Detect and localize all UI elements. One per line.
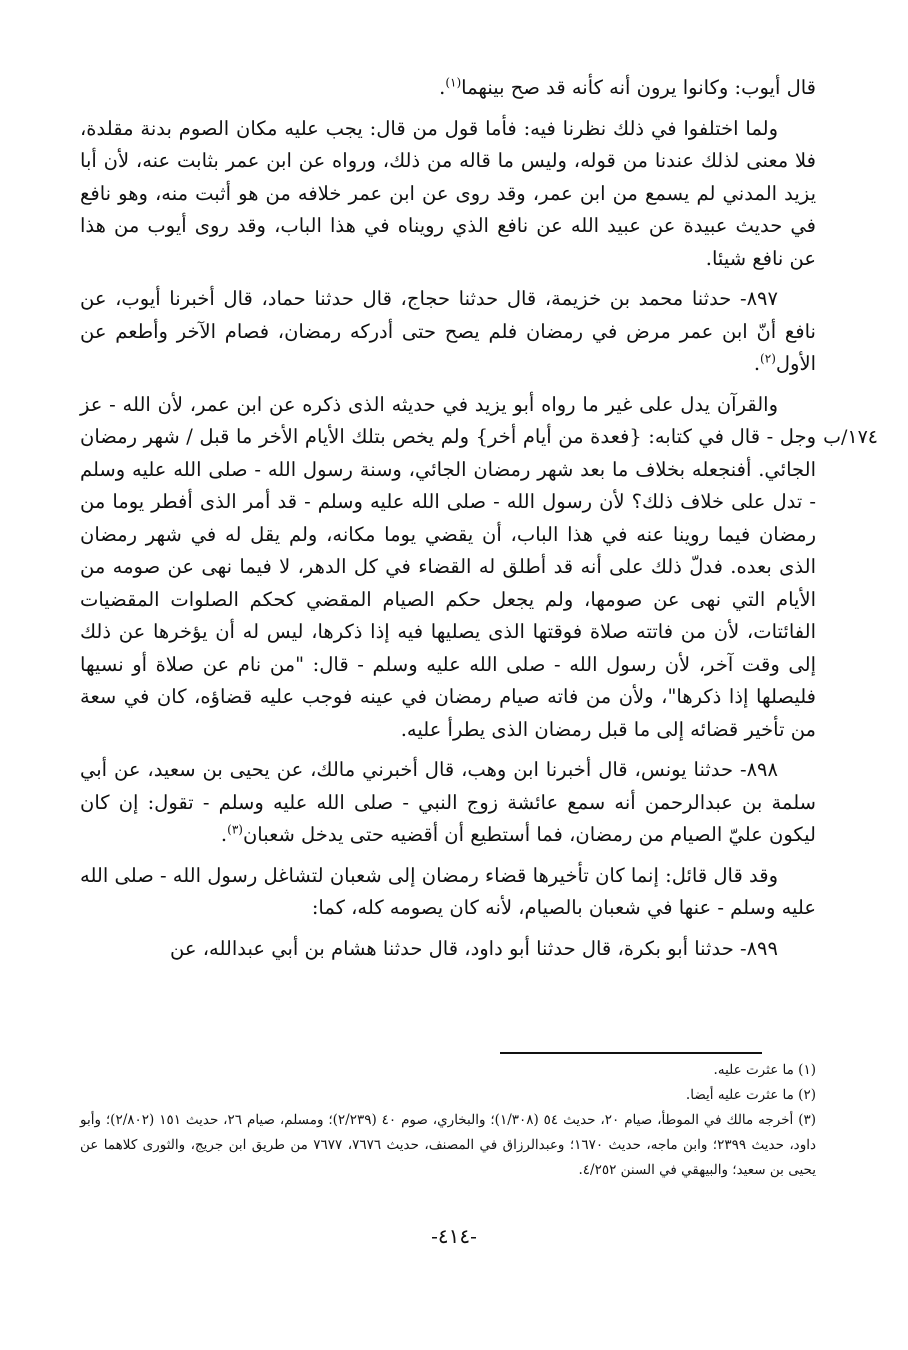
footnote-ref-1: (١) (445, 75, 462, 90)
paragraph-6: وقد قال قائل: إنما كان تأخيرها قضاء رمضان إلى شعبان لتشاغل رسول الله - صلى الله عليه وسلم - عنها في شعبان بالصيام، لأنه كان يصومه كله، كما: (80, 863, 816, 919)
footnote-1: (١) ما عثرت عليه. (713, 1062, 816, 1078)
paragraph-4-wrap (80, 389, 878, 747)
footnotes (80, 1058, 816, 1183)
paragraph-hadith-898: ٨٩٨- حدثنا يونس، قال أخبرنا ابن وهب، قال أخبرني مالك، عن يحيى بن سعيد، عن أبي سلمة بن عبدالرحمن أنه سمع عائشة زوج النبي - صلى الله عليه وسلم - تقول: إن كان ليكون عليّ الصيام من رمضان، فما أستطيع أن أقضيه حتى يدخل شعبان$^{(٣)}$. (80, 758, 816, 846)
paragraph-2: ولما اختلفوا في ذلك نظرنا فيه: فأما قول من قال: يجب عليه مكان الصوم بدنة مقلدة، فلا معنى لذلك عندنا من قوله، وليس ما قاله من ذلك، ورواه عن ابن عمر بثابت عنه، لأن أبا يزيد المدني لم يسمع من ابن عمر، وقد روى عن ابن عمر خلافه من هو أثبت منه، وهو نافع في حديث عبيدة عن عبيد الله عن نافع الذي رويناه في هذا الباب، وقد روى أيوب من هذا عن نافع شيئا. (80, 116, 816, 270)
paragraph-hadith-899: ٨٩٩- حدثنا أبو بكرة، قال حدثنا أبو داود، قال حدثنا هشام بن أبي عبدالله، عن (170, 936, 778, 960)
page-number: -٤١٤- (431, 1224, 477, 1248)
footnote-2: (٢) ما عثرت عليه أيضا. (685, 1087, 816, 1103)
paragraph-4: والقرآن يدل على غير ما رواه أبو يزيد في حديثه الذى ذكره عن ابن عمر، لأن الله - عز وجل - قال في كتابه: {فعدة من أيام أخر} ولم يخص بتلك الأيام الأخر ما قبل / شهر رمضان الجائي. أفنجعله بخلاف ما بعد شهر رمضان الجائي، وسنة رسول الله - صلى الله عليه وسلم - تدل على خلاف ذلك؟ لأن رسول الله - صلى الله عليه وسلم - قد أمر الذى أفطر يوما من رمضان فيما روينا عنه في هذا الباب، أن يقضي يوما مكانه، ولم يقل له في شهر رمضان الذى بعده. فدلّ ذلك على أنه قد أطلق له القضاء في كل الدهر، لا فيما نهى عن صومه من الأيام التي نهى عن صومها، ولم يجعل حكم الصيام المقضي كحكم الصلوات المقضيات الفائتات، لأن من فاتته صلاة فوقتها الذى يصليها فيه إذا ذكرها، ليس له أن يؤخرها عن ذلك إلى وقت آخر، لأن رسول الله - صلى الله عليه وسلم - قال: "من نام عن صلاة أو نسيها فليصلها إذا ذكرها"، ولأن من فاته صيام رمضان في عينه فوجب عليه قضاؤه، كان في سعة من تأخير قضائه إلى ما قبل رمضان الذى يطرأ عليه. (80, 392, 816, 741)
footnote-ref-3: (٣) (227, 822, 243, 837)
footnote-divider (500, 1052, 762, 1054)
paragraph-hadith-897: ٨٩٧- حدثنا محمد بن خزيمة، قال حدثنا حجاج، قال حدثنا حماد، قال أخبرنا أيوب، عن نافع أنّ ابن عمر مرض في رمضان فلم يصح حتى أدركه رمضان، فصام الآخر وأطعم عن الأول$^{(٢)}$. (80, 287, 816, 375)
footnote-3: (٣) أخرجه مالك في الموطأ، صيام ٢٠، حديث ٥٤ (١/٣٠٨)؛ والبخاري، صوم ٤٠ (٢/٢٣٩)؛ ومسلم، صيام ٢٦، حديث ١٥١ (٢/٨٠٢)؛ وأبو داود، حديث ٢٣٩٩؛ وابن ماجه، حديث ١٦٧٠؛ وعبدالرزاق في المصنف، حديث ٧٦٧٦، ٧٦٧٧ من طريق ابن جريج، والثورى كلاهما عن يحيى بن سعيد؛ والبيهقي في السنن ٤/٢٥٢. (80, 1112, 817, 1178)
paragraph-1: قال أيوب: وكانوا يرون أنه كأنه قد صح بينهما$^{(١)}$. (439, 75, 816, 99)
manuscript-folio-marker: ١٧٤/ب (823, 425, 878, 448)
main-text (80, 72, 878, 973)
footnote-ref-2: (٢) (760, 351, 776, 366)
